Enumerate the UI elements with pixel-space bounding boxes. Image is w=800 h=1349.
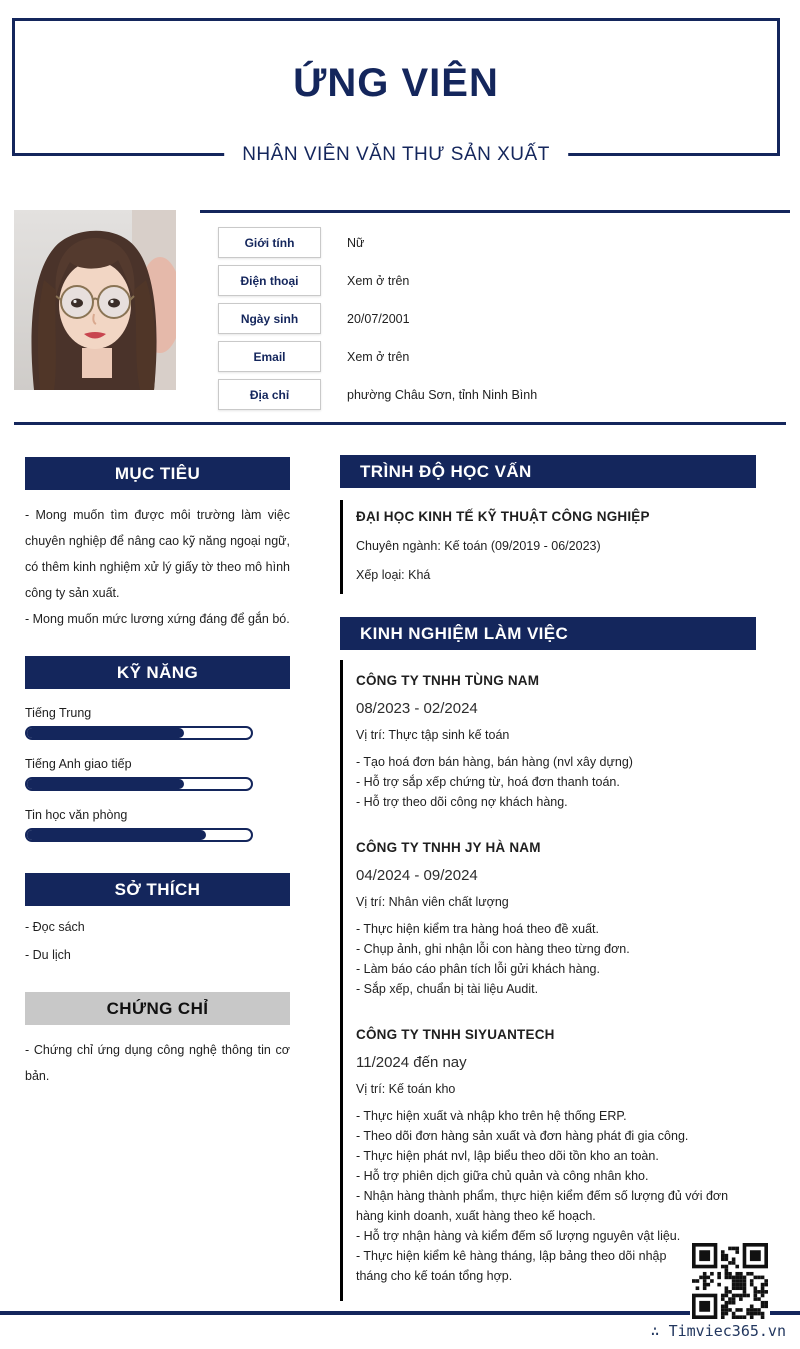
profile-field-label: Email [218, 341, 321, 372]
job-company: CÔNG TY TNHH SIYUANTECH [356, 1027, 555, 1042]
skill-bar [25, 726, 253, 740]
profile-field-list [200, 227, 790, 410]
objective-list [25, 502, 290, 632]
certificate-item: - Chứng chỉ ứng dụng công nghệ thông tin cơ bản. [25, 1043, 290, 1083]
skill-item [25, 706, 290, 740]
profile-field-row [200, 227, 790, 258]
skill-fill [27, 830, 206, 840]
profile-field-row [200, 341, 790, 372]
left-column [25, 457, 290, 1089]
job-position: Vị trí: Kế toán kho [356, 1082, 456, 1096]
job-duty: - Hỗ trợ nhận hàng và kiểm đếm số lượng nguyên vật liệu. [356, 1229, 681, 1243]
job-period: 11/2024 đến nay [356, 1054, 467, 1071]
job-duties [356, 919, 756, 999]
hobbies-heading: SỞ THÍCH [25, 873, 290, 906]
job-entry [356, 660, 756, 827]
profile-info [200, 210, 790, 417]
education-grade: Xếp loại: Khá [356, 568, 431, 582]
info-top-divider [200, 210, 790, 213]
profile-field-value: Xem ở trên [347, 273, 410, 288]
experience-block [340, 660, 756, 1301]
job-duty: - Thực hiện kiểm kê hàng tháng, lập bảng theo dõi nhập tháng cho kế toán tổng hợp. [356, 1249, 667, 1283]
skills-list [25, 706, 290, 842]
job-duty: - Nhận hàng thành phẩm, thực hiện kiểm đếm số lượng đủ với đơn hàng kinh doanh, xuất hàng theo kế hoạch. [356, 1189, 729, 1223]
profile-photo [14, 210, 176, 390]
profile-field-label: Địa chỉ [218, 379, 321, 410]
education-school: ĐẠI HỌC KINH TẾ KỸ THUẬT CÔNG NGHIỆP [356, 509, 650, 524]
skill-fill [27, 779, 184, 789]
job-duty: - Hỗ trợ sắp xếp chứng từ, hoá đơn thanh toán. [356, 775, 620, 789]
profile-field-row [200, 303, 790, 334]
certificates-heading: CHỨNG CHỈ [25, 992, 290, 1025]
job-duty: - Hỗ trợ theo dõi công nợ khách hàng. [356, 795, 568, 809]
profile-field-row [200, 265, 790, 296]
job-duty: - Hỗ trợ phiên dịch giữa chủ quản và công nhân kho. [356, 1169, 649, 1183]
profile-field-row [200, 379, 790, 410]
job-company: CÔNG TY TNHH JY HÀ NAM [356, 840, 541, 855]
profile-field-value: phường Châu Sơn, tỉnh Ninh Bình [347, 387, 538, 402]
header-box [12, 18, 780, 165]
skill-name: Tiếng Trung [25, 706, 92, 720]
skill-item [25, 757, 290, 791]
footer-brand: ∴ Timviec365.vn [650, 1322, 786, 1340]
qr-code [690, 1241, 770, 1321]
experience-heading: KINH NGHIỆM LÀM VIỆC [340, 617, 756, 650]
skills-heading: KỸ NĂNG [25, 656, 290, 689]
page-title: ỨNG VIÊN [293, 61, 499, 105]
skill-item [25, 808, 290, 842]
job-duties [356, 752, 756, 812]
certificates-list [25, 1037, 290, 1089]
job-entry [356, 827, 756, 1014]
hobbies-list [25, 920, 290, 962]
profile-field-label: Giới tính [218, 227, 321, 258]
education-major: Chuyên ngành: Kế toán (09/2019 - 06/2023) [356, 539, 601, 553]
page-subtitle: NHÂN VIÊN VĂN THƯ SẢN XUẤT [224, 144, 568, 166]
job-period: 08/2023 - 02/2024 [356, 700, 478, 717]
profile-field-value: Nữ [347, 235, 365, 250]
main-divider [14, 422, 786, 425]
job-position: Vị trí: Thực tập sinh kế toán [356, 728, 510, 742]
hobby-item: - Đọc sách [25, 920, 85, 934]
job-period: 04/2024 - 09/2024 [356, 867, 478, 884]
job-duty: - Thực hiện xuất và nhập kho trên hệ thống ERP. [356, 1109, 627, 1123]
profile-field-value: Xem ở trên [347, 349, 410, 364]
education-heading: TRÌNH ĐỘ HỌC VẤN [340, 455, 756, 488]
job-duty: - Làm báo cáo phân tích lỗi gửi khách hàng. [356, 962, 600, 976]
objective-item: - Mong muốn mức lương xứng đáng để gắn bó. [25, 612, 290, 626]
job-duty: - Thực hiện phát nvl, lập biểu theo dõi tồn kho an toàn. [356, 1149, 659, 1163]
skill-bar [25, 777, 253, 791]
skill-name: Tiếng Anh giao tiếp [25, 757, 132, 771]
hobby-item: - Du lịch [25, 948, 71, 962]
skill-name: Tin học văn phòng [25, 808, 128, 822]
job-position: Vị trí: Nhân viên chất lượng [356, 895, 509, 909]
skill-bar [25, 828, 253, 842]
job-duty: - Chụp ảnh, ghi nhận lỗi con hàng theo từng đơn. [356, 942, 630, 956]
job-duty: - Thực hiện kiểm tra hàng hoá theo đề xuất. [356, 922, 600, 936]
objective-heading: MỤC TIÊU [25, 457, 290, 490]
job-duty: - Tạo hoá đơn bán hàng, bán hàng (nvl xây dựng) [356, 755, 633, 769]
profile-field-label: Điện thoại [218, 265, 321, 296]
job-company: CÔNG TY TNHH TÙNG NAM [356, 673, 540, 688]
education-block [340, 500, 756, 594]
objective-item: - Mong muốn tìm được môi trường làm việc chuyên nghiệp để nâng cao kỹ năng ngoại ngữ, có thêm kinh nghiệm xử lý giấy tờ theo mô hình công ty sản xuất. [25, 508, 290, 600]
profile-field-label: Ngày sinh [218, 303, 321, 334]
profile-field-value: 20/07/2001 [347, 311, 410, 326]
right-column [340, 455, 756, 1301]
bottom-divider [0, 1311, 800, 1315]
skill-fill [27, 728, 184, 738]
job-duty: - Sắp xếp, chuẩn bị tài liệu Audit. [356, 982, 539, 996]
job-duty: - Theo dõi đơn hàng sản xuất và đơn hàng phát đi gia công. [356, 1129, 689, 1143]
